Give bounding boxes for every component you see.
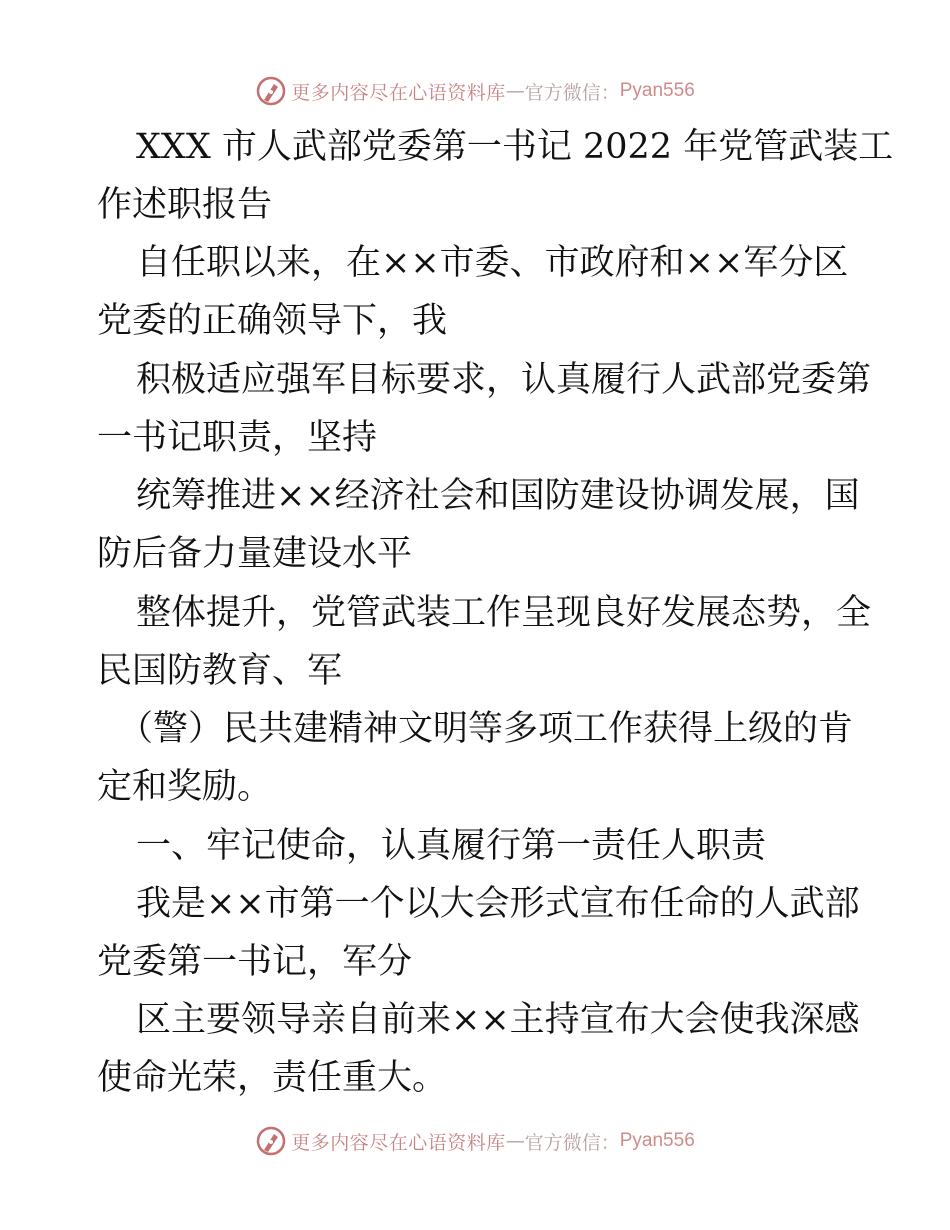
doc-paragraph-line: 我是××市第一个以大会形式宣布任命的人武部 — [136, 884, 860, 924]
header-watermark — [0, 71, 950, 111]
doc-paragraph-line: （警）民共建精神文明等多项工作获得上级的肯 — [118, 709, 854, 749]
doc-paragraph-line: 党委的正确领导下，我 — [97, 301, 448, 341]
watermark-wechat-label: 官方微信： — [524, 81, 620, 104]
doc-paragraph-line: 积极适应强军目标要求，认真履行人武部党委第 — [136, 360, 872, 400]
watermark-main-text: 更多内容尽在心语资料库 — [291, 81, 506, 104]
doc-paragraph-line: 民国防教育、军 — [97, 651, 343, 691]
footer-watermark — [0, 1121, 950, 1161]
doc-paragraph-line: 整体提升，党管武装工作呈现良好发展态势，全 — [136, 593, 872, 633]
watermark-wechat-label: 官方微信： — [524, 1131, 620, 1154]
doc-section-heading: 一、牢记使命，认真履行第一责任人职责 — [136, 826, 767, 866]
doc-title-line-1: XXX 市人武部党委第一书记 2022 年党管武装工 — [136, 127, 894, 167]
watermark-dash: — — [505, 80, 525, 102]
doc-paragraph-line: 一书记职责，坚持 — [97, 418, 378, 458]
doc-paragraph-line: 统筹推进××经济社会和国防建设协调发展，国 — [136, 476, 860, 516]
watermark-wechat-id: Pyan556 — [619, 1130, 695, 1151]
watermark-dash: — — [505, 1130, 525, 1152]
doc-paragraph-line: 定和奖励。 — [97, 767, 273, 807]
watermark-main-text: 更多内容尽在心语资料库 — [291, 1131, 506, 1154]
pen-nib-circle-icon — [255, 1125, 287, 1157]
doc-paragraph-line: 防后备力量建设水平 — [97, 534, 413, 574]
pen-nib-circle-icon — [255, 75, 287, 107]
doc-paragraph-line: 党委第一书记，军分 — [97, 942, 413, 982]
doc-paragraph-line: 自任职以来，在××市委、市政府和××军分区 — [136, 243, 849, 283]
doc-paragraph-line: 使命光荣，责任重大。 — [97, 1058, 448, 1098]
doc-paragraph-line: 区主要领导亲自前来××主持宣布大会使我深感 — [136, 1000, 860, 1040]
watermark-wechat-id: Pyan556 — [619, 80, 695, 101]
doc-title-line-2: 作述职报告 — [97, 185, 273, 225]
